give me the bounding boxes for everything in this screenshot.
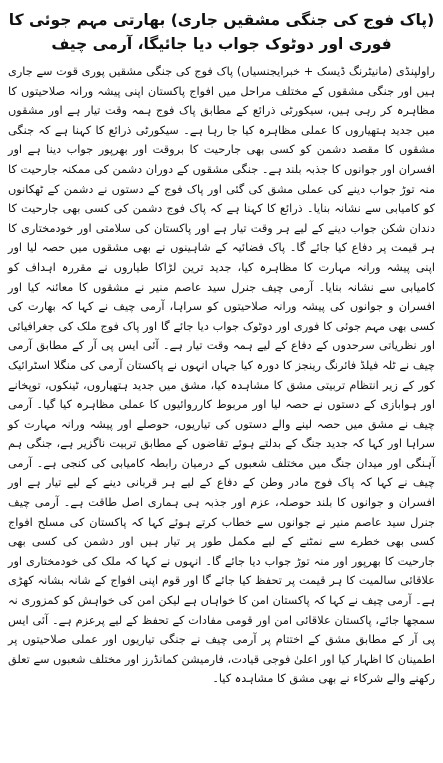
article-body: راولپنڈی (مانیٹرنگ ڈیسک + خبرایجنسیاں) پاک فوج کی جنگی مشقیں پوری قوت سے جاری ہیں اور جنگی مشقوں کے مختلف مراحل میں افواج پاکستان اپنی پیشہ ورانہ صلاحیتوں کا مظاہرہ کر رہی ہیں، سیکورٹی ذرائع کے مطابق پاک فوج ہمہ وقت تیار ہے اور مشقوں میں جدید ہتھیاروں کا عملی مظاہرہ کیا جا رہا ہے۔ سیکورٹی ذرائع کا کہنا ہے کہ جنگی مشقوں کا مقصد دشمن کو کسی بھی جارحیت کا بروقت اور بھرپور جواب دینا ہے اور افسران اور جوانوں کا جذبہ بلند ہے۔ جنگی مشقوں کے دوران دشمن کی ممکنہ جارحیت کا منہ توڑ جواب دینے کی عملی مشق کی گئی اور پاک فوج کے دستوں نے دشمن کے ٹھکانوں کو کامیابی سے نشانہ بنایا۔ ذرائع کا کہنا ہے کہ پاک فوج دشمن کی کسی بھی جارحیت کا دندان شکن جواب دینے کے لیے ہر وقت تیار ہے اور پاکستان کی سلامتی اور خودمختاری کا ہر قیمت پر دفاع کیا جائے گا۔ پاک فضائیہ کے شاہینوں نے بھی مشقوں میں حصہ لیا اور اپنی پیشہ ورانہ مہارت کا مظاہرہ کیا، جدید ترین لڑاکا طیاروں نے مقررہ اہداف کو کامیابی سے نشانہ بنایا۔ آرمی چیف جنرل سید عاصم منیر نے مشقوں کا معائنہ کیا اور افسران و جوانوں کی پیشہ ورانہ صلاحیتوں کو سراہا، آرمی چیف نے کہا کہ بھارت کی کسی بھی مہم جوئی کا فوری اور دوٹوک جواب دیا جائے گا اور پاک فوج ملک کی جغرافیائی اور نظریاتی سرحدوں کے دفاع کے لیے ہمہ وقت تیار ہے۔ آئی ایس پی آر کے مطابق آرمی چیف نے ٹلہ فیلڈ فائرنگ رینجز کا دورہ کیا جہاں انہوں نے پاکستان آرمی کی منگلا اسٹرائیک کور کے زیر انتظام تربیتی مشق کا مشاہدہ کیا، مشق میں جدید ہتھیاروں، ٹینکوں، توپخانے اور ہوابازی کے دستوں نے حصہ لیا اور مربوط کارروائیوں کا عملی مظاہرہ کیا گیا۔ آرمی چیف نے مشق میں حصہ لینے والے دستوں کی تیاریوں، حوصلے اور پیشہ ورانہ مہارت کو سراہا اور کہا کہ جدید جنگ کے بدلتے ہوئے تقاضوں کے مطابق تربیت ناگزیر ہے، جنگی ہم آہنگی اور میدان جنگ میں مختلف شعبوں کے درمیان رابطہ کامیابی کی کنجی ہے۔ آرمی چیف نے کہا کہ پاک فوج مادر وطن کے دفاع کے لیے ہر قربانی دینے کے لیے تیار ہے اور افسران و جوانوں کا بلند حوصلہ، عزم اور جذبہ ہی ہماری اصل طاقت ہے۔ آرمی چیف جنرل سید عاصم منیر نے جوانوں سے خطاب کرتے ہوئے کہا کہ پاکستان کی مسلح افواج کسی بھی خطرے سے نمٹنے کے لیے مکمل طور پر تیار ہیں اور دشمن کی کسی بھی جارحیت کا بھرپور اور منہ توڑ جواب دیا جائے گا۔ انہوں نے کہا کہ ملک کی خودمختاری اور علاقائی سالمیت کا ہر قیمت پر تحفظ کیا جائے گا اور قوم اپنی افواج کے شانہ بشانہ کھڑی ہے۔ آرمی چیف نے کہا کہ پاکستان امن کا خواہاں ہے لیکن امن کی خواہش کو کمزوری نہ سمجھا جائے، پاکستان علاقائی امن اور قومی مفادات کے تحفظ کے لیے پرعزم ہے۔ آئی ایس پی آر کے مطابق مشق کے اختتام پر آرمی چیف نے جنگی تیاریوں اور عملی صلاحیتوں پر اطمینان کا اظہار کیا اور اعلیٰ فوجی قیادت، فارمیشن کمانڈرز اور مختلف شعبوں سے تعلق رکھنے والے شرکاء نے بھی مشق کا مشاہدہ کیا۔ (8, 65, 435, 686)
article-headline: (پاک فوج کی جنگی مشقیں جاری) بھارتی مہم جوئی کا فوری اور دوٹوک جواب دیا جائیگا، آرمی چیف (8, 11, 435, 53)
